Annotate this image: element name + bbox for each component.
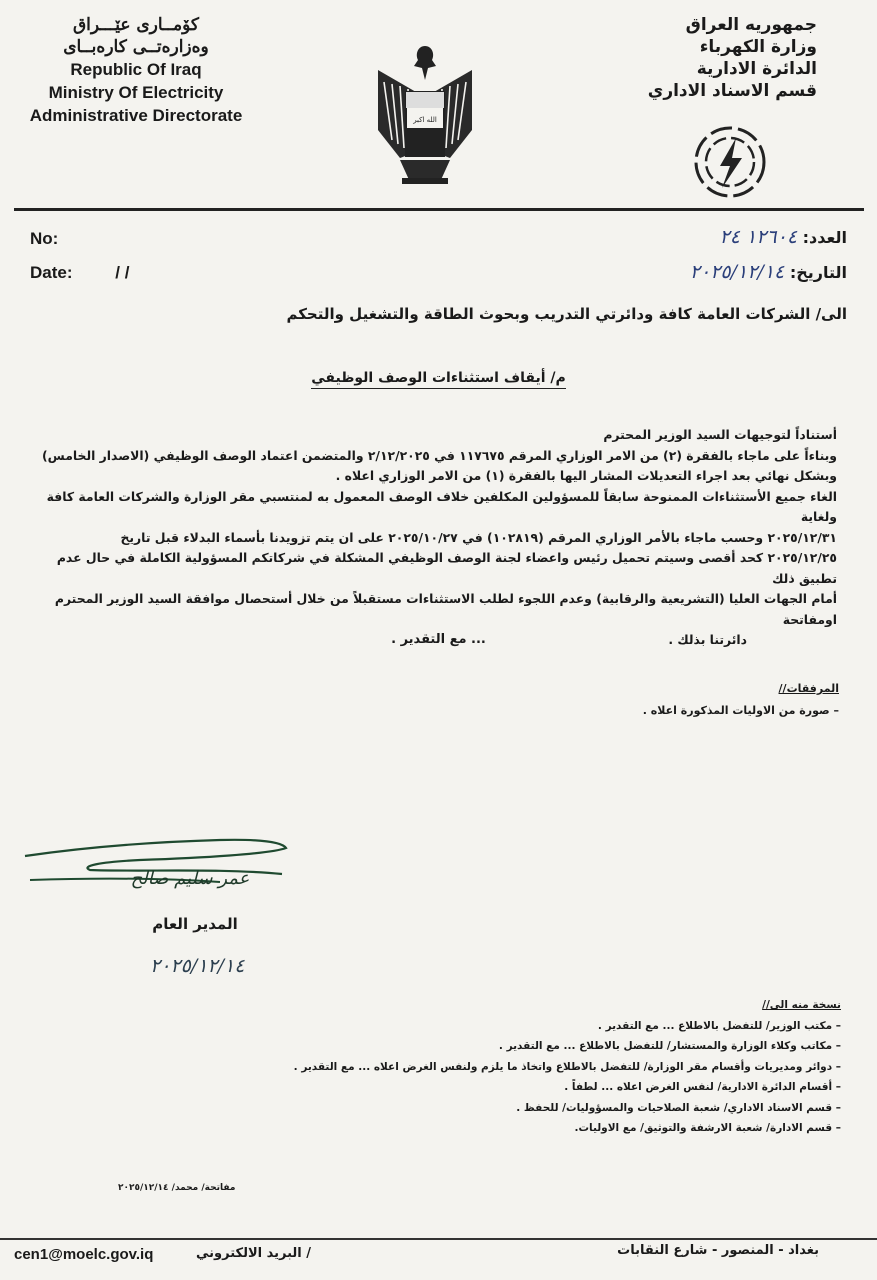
header-arabic-line-4: قسم الاسناد الاداري: [647, 81, 817, 101]
header-english-line-1: Republic Of Iraq: [70, 60, 202, 79]
header-divider: [14, 208, 864, 211]
number-label-en: No:: [30, 229, 59, 248]
date-label-en: Date:: [30, 263, 73, 282]
copy-item-text: مكاتب وكلاء الوزارة والمستشار/ للتفضل بالاطلاع ... مع التقدير .: [498, 1040, 833, 1052]
body-line: الغاء جميع الأستثناءات الممنوحة سابقاً للمسؤولين المكلفين خلاف الوصف المعمول به لمنتسبي مقر الوزارة والشركات العامة كافة ولغاية: [46, 488, 837, 524]
body-line: أستناداً لتوجيهات السيد الوزير المحترم: [603, 427, 837, 442]
copy-item: – مكاتب وكلاء الوزارة والمستشار/ للتفضل بالاطلاع ... مع التقدير .: [498, 1040, 841, 1052]
signatory-name: عمر سليم صالح: [130, 868, 250, 889]
number-label-ar: العدد:: [802, 228, 847, 247]
date-row-en: [30, 256, 129, 290]
recipient-line: الى/ الشركات العامة كافة ودائرتي التدريب وبحوث الطاقة والتشغيل والتحكم: [286, 305, 847, 323]
header-arabic-line-3: الدائرة الادارية: [696, 59, 817, 79]
copies-block: [281, 995, 841, 1139]
body-line: ٢٠٢٥/١٢/٢٥ كحد أقصى وسيتم تحميل رئيس واعضاء لجنة الوصف الوظيفي المشكلة في شركاتكم المسؤولية الكاملة في حال عدم تطبيق ذلك: [56, 550, 837, 586]
body-line: أمام الجهات العليا (التشريعية والرقابية) وعدم اللجوء لطلب الاستثناءات مستقبلاً من خلال أستحصال موافقة السيد الوزير المحترم اومفاتحة: [54, 591, 837, 627]
header-arabic-line-1: جمهوريه العراق: [685, 15, 817, 35]
electricity-logo-icon: [690, 122, 770, 202]
copy-item-text: قسم الادارة/ شعبة الارشفة والتوثيق/ مع الاوليات.: [574, 1122, 833, 1134]
reference-arabic: [690, 220, 847, 290]
typist-reference: مفاتحة/ محمد/ ٢٠٢٥/١٢/١٤: [118, 1183, 236, 1193]
reference-english: [30, 222, 129, 290]
attachments-block: [439, 678, 839, 722]
header-arabic-line-2: وزارة الكهرباء: [699, 37, 817, 57]
copies-label: نسخة منه الى//: [762, 999, 841, 1011]
date-slashes: / /: [115, 263, 130, 282]
signatory-title: المدير العام: [152, 915, 238, 933]
subject-text: م/ أيقاف استثناءات الوصف الوظيفي: [311, 370, 566, 389]
body-line: وبناءاً على ماجاء بالفقرة (٢) من الامر الوزاري المرقم ١١٧٦٧٥ في ٢/١٢/٢٠٢٥ والمتضمن اعتماد الوصف الوظيفي (الاصدار الخامس): [42, 447, 837, 463]
footer-address: بغداد - المنصور - شارع النقابات: [617, 1243, 819, 1258]
attachment-item: – صورة من الاوليات المذكورة اعلاه .: [642, 704, 839, 717]
copy-item: – دوائر ومديريات وأقسام مقر الوزارة/ للتفضل بالاطلاع واتخاذ ما يلزم ولنفس الغرض اعلاه ... مع التقدير .: [293, 1060, 841, 1073]
copy-item-text: دوائر ومديريات وأقسام مقر الوزارة/ للتفضل بالاطلاع واتخاذ ما يلزم ولنفس الغرض اعلاه ... مع التقدير .: [293, 1060, 833, 1073]
body-line: ٢٠٢٥/١٢/٣١ وحسب ماجاء بالأمر الوزاري المرقم (١٠٢٨١٩) في ٢٠٢٥/١٠/٢٧ على ان يتم تزويدنا بأسماء البدلاء قبل تاريخ: [120, 529, 837, 545]
header-english-line-2: Ministry Of Electricity: [48, 83, 224, 102]
copy-item-text: قسم الاسناد الاداري/ شعبة الصلاحيات والمسؤوليات/ للحفظ .: [516, 1101, 833, 1114]
eagle-emblem-icon: [370, 40, 480, 188]
copy-item: – مكتب الوزير/ للتفضل بالاطلاع ... مع التقدير .: [597, 1019, 841, 1032]
regards-line: ... مع التقدير .: [391, 632, 486, 647]
subject-line: [0, 370, 877, 386]
date-label-ar: التاريخ:: [789, 263, 847, 282]
header-english-line-3: Administrative Directorate: [29, 106, 243, 125]
number-row-ar: [690, 220, 847, 255]
footer-email-label: / البريد الالكتروني: [196, 1246, 312, 1261]
body-line: دائرتنا بذلك .: [668, 632, 747, 647]
letter-body: [37, 425, 837, 651]
header-kurdish-line-1: كۆمــارى عێـــراق: [72, 15, 200, 35]
copy-item: – أقسام الدائرة الادارية/ لنفس الغرض اعلاه ... لطفاً .: [564, 1081, 841, 1093]
header-left-block: [16, 14, 256, 127]
copy-item-text: مكتب الوزير/ للتفضل بالاطلاع ... مع التقدير .: [597, 1019, 833, 1032]
number-value-ar: ١٢٦٠٤ ٢٤: [719, 226, 798, 248]
signature-date: ٢٠٢٥/١٢/١٤: [150, 955, 245, 977]
body-line: وبشكل نهائي بعد اجراء التعديلات المشار اليها بالفقرة (١) من الامر الوزاري اعلاه .: [335, 468, 837, 483]
attachments-label: المرفقات//: [778, 682, 839, 695]
footer-divider: [0, 1238, 877, 1240]
copy-item: – قسم الادارة/ شعبة الارشفة والتوثيق/ مع الاوليات.: [574, 1122, 841, 1134]
date-row-ar: [690, 255, 847, 290]
date-value-ar: ٢٠٢٥/١٢/١٤: [689, 261, 785, 283]
emblem-text: الله اكبر: [413, 116, 437, 124]
attachment-item-text: صورة من الاوليات المذكورة اعلاه .: [642, 704, 830, 717]
copy-item: – قسم الاسناد الاداري/ شعبة الصلاحيات والمسؤوليات/ للحفظ .: [516, 1101, 841, 1114]
footer-email[interactable]: cen1@moelc.gov.iq: [14, 1246, 154, 1263]
header-right-block: [597, 14, 817, 102]
copy-item-text: أقسام الدائرة الادارية/ لنفس الغرض اعلاه ... لطفاً .: [564, 1081, 833, 1093]
header-kurdish-line-2: وەزارەتــى كارەبــاى: [63, 37, 209, 57]
